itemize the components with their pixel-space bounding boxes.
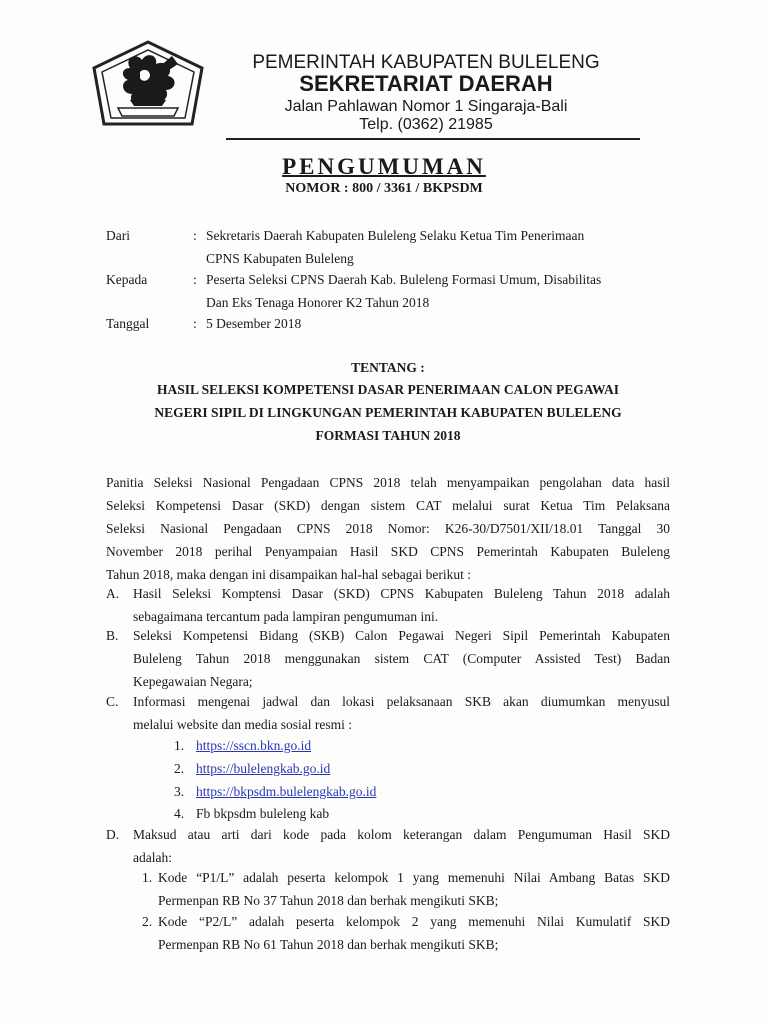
meta-line: Sekretaris Daerah Kabupaten Buleleng Selaku Ketua Tim Penerimaan [206, 228, 585, 243]
intro-line: Seleksi Kompetensi Dasar (SKD) dengan sistem CAT melalui surat Ketua Tim Pelaksana [106, 498, 670, 513]
intro-line: Tahun 2018, maka dengan ini disampaikan hal-hal sebagai berikut : [106, 567, 471, 582]
item-line: Hasil Seleksi Komptensi Dasar (SKD) CPNS Kabupaten Buleleng Tahun 2018 adalah [133, 586, 670, 601]
meta-value-dari [206, 224, 676, 270]
list-marker: A. [106, 586, 120, 601]
subject-line: HASIL SELEKSI KOMPETENSI DASAR PENERIMAAN CALON PEGAWAI [156, 382, 620, 397]
header-address: Jalan Pahlawan Nomor 1 Singaraja-Bali [284, 98, 568, 115]
list-marker: D. [106, 827, 120, 842]
document-title-text: PENGUMUMAN [282, 154, 486, 179]
link-number: 2. [174, 761, 185, 776]
bkpsdm-link[interactable]: https://bkpsdm.bulelengkab.go.id [196, 784, 377, 799]
header-divider [226, 138, 640, 140]
intro-line: Panitia Seleksi Nasional Pengadaan CPNS 2018 telah menyampaikan pengolahan data hasil [106, 475, 670, 490]
facebook-account-text: Fb bkpsdm buleleng kab [196, 806, 330, 821]
code-number: 1. [142, 870, 153, 885]
meta-line: CPNS Kabupaten Buleleng [206, 251, 354, 266]
intro-paragraph [106, 471, 670, 586]
code-line: Kode “P1/L” adalah peserta kelompok 1 yang memenuhi Nilai Ambang Batas SKD [158, 870, 670, 885]
list-marker: C. [106, 694, 119, 709]
meta-line: Dan Eks Tenaga Honorer K2 Tahun 2018 [206, 295, 430, 310]
link-number: 4. [174, 806, 185, 821]
item-line: adalah: [133, 850, 172, 865]
meta-colon: : [193, 272, 197, 287]
tentang-heading: TENTANG : [351, 360, 425, 375]
meta-label-kepada: Kepada [106, 272, 148, 287]
item-line: Seleksi Kompetensi Bidang (SKB) Calon Pegawai Negeri Sipil Pemerintah Kabupaten [133, 628, 670, 643]
code-line: Kode “P2/L” adalah peserta kelompok 2 yang memenuhi Nilai Kumulatif SKD [158, 914, 670, 929]
item-line: Informasi mengenai jadwal dan lokasi pelaksanaan SKB akan diumumkan menyusul [133, 694, 670, 709]
meta-colon: : [193, 316, 197, 331]
list-marker: B. [106, 628, 119, 643]
item-line: Kepegawaian Negara; [133, 674, 253, 689]
meta-line: Peserta Seleksi CPNS Daerah Kab. Buleleng Formasi Umum, Disabilitas [206, 272, 602, 287]
intro-line: November 2018 perihal Penyampaian Hasil SKD CPNS Pemerintah Kabupaten Buleleng [106, 544, 670, 559]
meta-line: 5 Desember 2018 [206, 316, 302, 331]
subject-line: FORMASI TAHUN 2018 [315, 428, 461, 443]
subject-line: NEGERI SIPIL DI LINGKUNGAN PEMERINTAH KABUPATEN BULELENG [154, 405, 622, 420]
intro-line: Seleksi Nasional Pengadaan CPNS 2018 Nomor: K26-30/D7501/XII/18.01 Tanggal 30 [106, 521, 670, 536]
meta-colon: : [193, 228, 197, 243]
code-line: Permenpan RB No 61 Tahun 2018 dan berhak mengikuti SKB; [158, 937, 499, 952]
meta-value-kepada [206, 268, 676, 314]
sscn-link[interactable]: https://sscn.bkn.go.id [196, 738, 312, 753]
header-phone: Telp. (0362) 21985 [359, 116, 493, 133]
code-number: 2. [142, 914, 153, 929]
bulelengkab-link[interactable]: https://bulelengkab.go.id [196, 761, 331, 776]
item-line: sebagaimana tercantum pada lampiran pengumuman ini. [133, 609, 439, 624]
header-government: PEMERINTAH KABUPATEN BULELENG [252, 52, 600, 73]
item-line: Buleleng Tahun 2018 menggunakan sistem CAT (Computer Assisted Test) Badan [133, 651, 670, 666]
link-number: 3. [174, 784, 185, 799]
meta-label-dari: Dari [106, 228, 130, 243]
meta-label-tanggal: Tanggal [106, 316, 150, 331]
item-line: melalui website dan media sosial resmi : [133, 717, 352, 732]
document-title [0, 154, 768, 180]
header-secretariat: SEKRETARIAT DAERAH [299, 71, 553, 96]
code-line: Permenpan RB No 37 Tahun 2018 dan berhak mengikuti SKB; [158, 893, 499, 908]
link-number: 1. [174, 738, 185, 753]
meta-value-tanggal [206, 312, 676, 335]
buleleng-emblem-logo [88, 38, 208, 128]
document-number: NOMOR : 800 / 3361 / BKPSDM [285, 181, 483, 196]
item-line: Maksud atau arti dari kode pada kolom keterangan dalam Pengumuman Hasil SKD [133, 827, 670, 842]
